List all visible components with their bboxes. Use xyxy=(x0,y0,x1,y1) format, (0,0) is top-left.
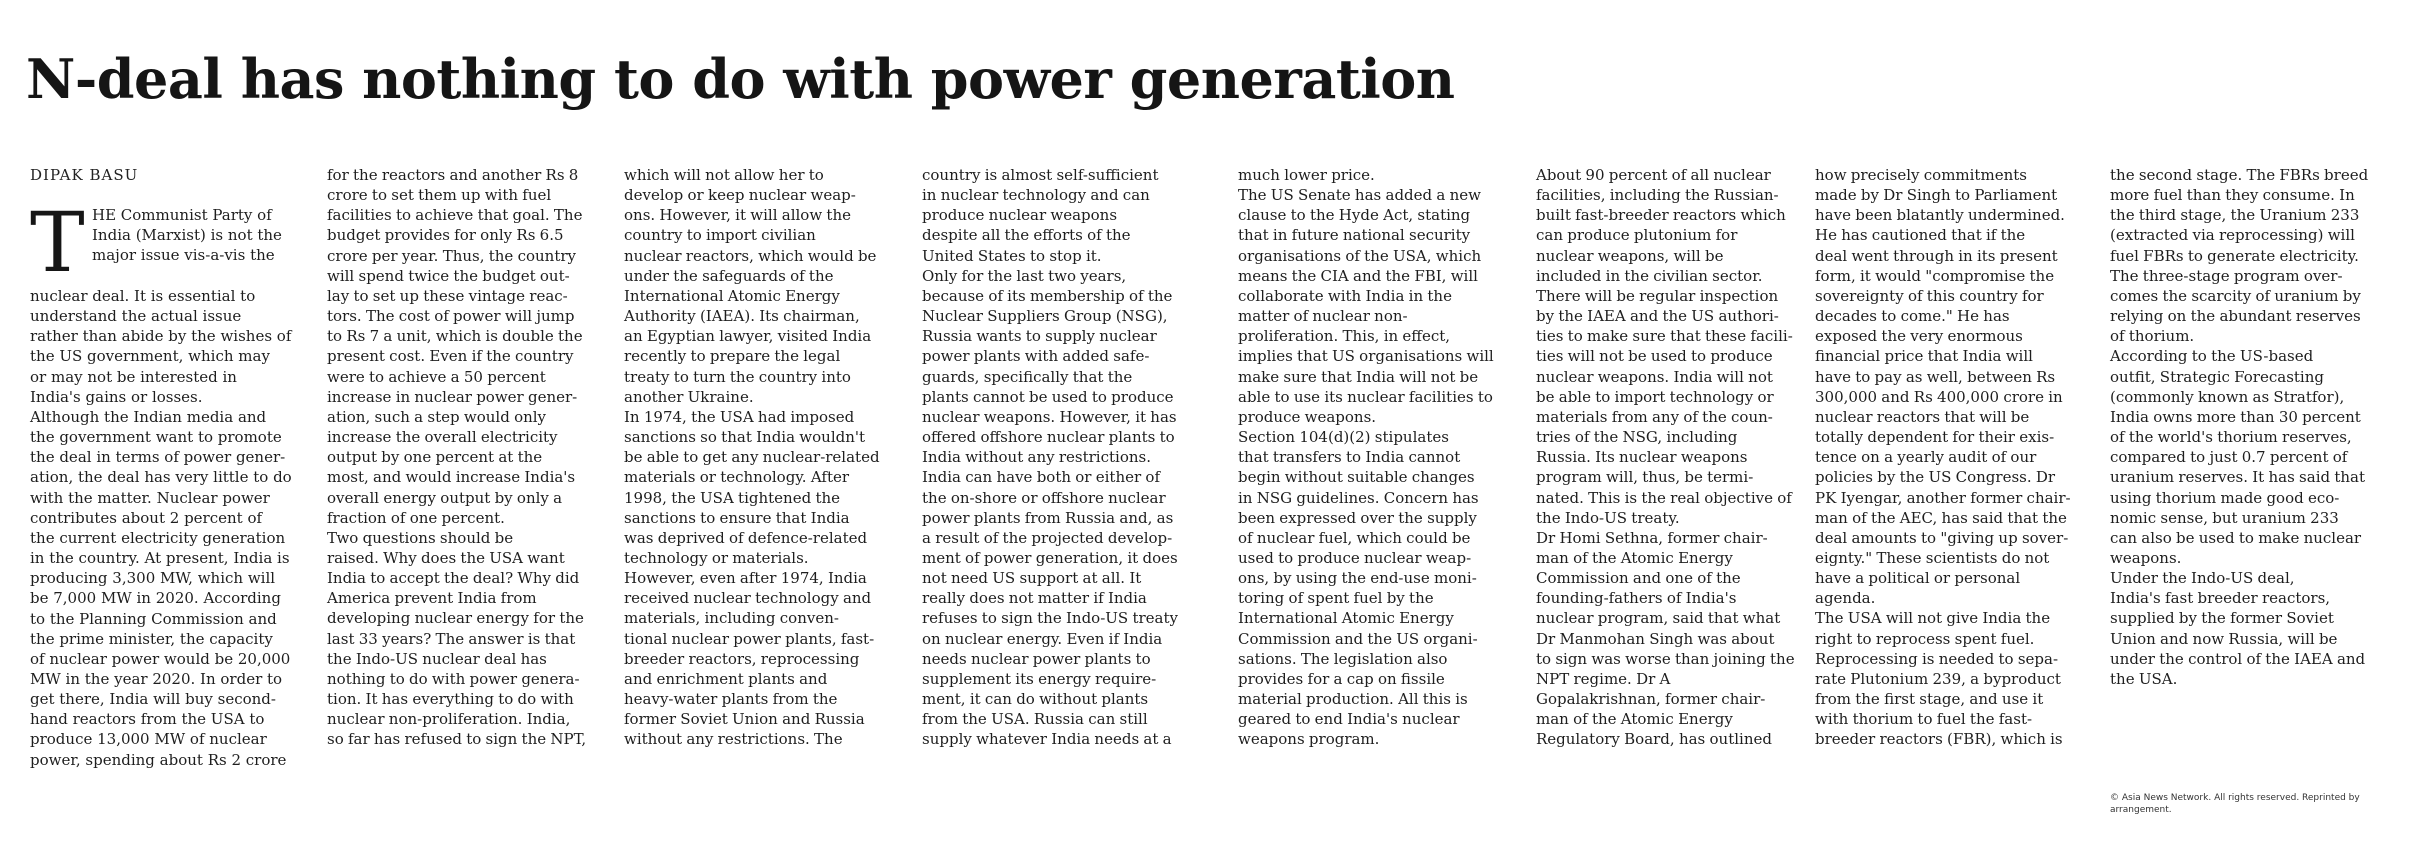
column-3: which will not allow her to develop or keep nuclear weap- ons. However, it will allow the country to import civilian nuclear reactors, which would be under the safeguards of the International Atomic Energy Authority (IAEA). Its chairman, an Egyptian lawyer, visited India recently to prepare the legal treaty to turn the country into another Ukraine. In 1974, the USA had imposed sanctions so that India wouldn't be able to get any nuclear-related materials or technology. After 1998, the USA tightened the sanctions to ensure that India was deprived of defence-related technology or materials. However, even after 1974, India received nuclear technology and materials, including conven- tional nuclear power plants, fast- breeder reactors, reprocessing and enrichment plants and heavy-water plants from the former Soviet Union and Russia without any restrictions. The xyxy=(624,166,880,749)
drop-cap: T xyxy=(30,196,85,291)
column-1: nuclear deal. It is essential to understand the actual issue rather than abide by the wishes of the US government, which may or may not be interested in India's gains or losses. Although the Indian media and the government want to promote the deal in terms of power gener- ation, the deal has very little to do with the matter. Nuclear power contributes about 2 percent of the current electricity generation in the country. At present, India is producing 3,300 MW, which will be 7,000 MW in 2020. According to the Planning Commission and the prime minister, the capacity of nuclear power would be 20,000 MW in the year 2020. In order to get there, India will buy second- hand reactors from the USA to produce 13,000 MW of nuclear power, spending about Rs 2 crore xyxy=(30,287,292,769)
column-4: country is almost self-sufficient in nuclear technology and can produce nuclear weapons despite all the efforts of the United States to stop it. Only for the last two years, because of its membership of the Nuclear Suppliers Group (NSG), Russia wants to supply nuclear power plants with added safe- guards, specifically that the plants cannot be used to produce nuclear weapons. However, it has offered offshore nuclear plants to India without any restrictions. India can have both or either of the on-shore or offshore nuclear power plants from Russia and, as a result of the projected develop- ment of power generation, it does not need US support at all. It really does not matter if India refuses to sign the Indo-US treaty on nuclear energy. Even if India needs nuclear power plants to supplement its energy require- ment, it can do without plants from the USA. Russia can still supply whatever India needs at a xyxy=(922,166,1178,749)
column-6: About 90 percent of all nuclear facilities, including the Russian- built fast-breeder reactors which can produce plutonium for nuclear weapons, will be included in the civilian sector. There will be regular inspection by the IAEA and the US authori- ties to make sure that these facili- ties will not be used to produce nuclear weapons. India will not be able to import technology or materials from any of the coun- tries of the NSG, including Russia. Its nuclear weapons program will, thus, be termi- nated. This is the real objective of the Indo-US treaty. Dr Homi Sethna, former chair- man of the Atomic Energy Commission and one of the founding-fathers of India's nuclear program, said that what Dr Manmohan Singh was about to sign was worse than joining the NPT regime. Dr A Gopalakrishnan, former chair- man of the Atomic Energy Regulatory Board, has outlined xyxy=(1536,166,1795,749)
column-7: how precisely commitments made by Dr Singh to Parliament have been blatantly undermined. He has cautioned that if the deal went through in its present form, it would "compromise the sovereignty of this country for decades to come." He has exposed the very enormous financial price that India will have to pay as well, between Rs 300,000 and Rs 400,000 crore in nuclear reactors that will be totally dependent for their exis- tence on a yearly audit of our policies by the US Congress. Dr PK Iyengar, another former chair- man of the AEC, has said that the deal amounts to "giving up sover- eignty." These scientists do not have a political or personal agenda. The USA will not give India the right to reprocess spent fuel. Reprocessing is needed to sepa- rate Plutonium 239, a byproduct from the first stage, and use it with thorium to fuel the fast- breeder reactors (FBR), which is xyxy=(1815,166,2071,749)
headline: N-deal has nothing to do with power generation xyxy=(26,47,1455,111)
column-5: much lower price. The US Senate has added a new clause to the Hyde Act, stating that in future national security organisations of the USA, which means the CIA and the FBI, will collaborate with India in the matter of nuclear non- proliferation. This, in effect, implies that US organisations will make sure that India will not be able to use its nuclear facilities to produce weapons. Section 104(d)(2) stipulates that transfers to India cannot begin without suitable changes in NSG guidelines. Concern has been expressed over the supply of nuclear fuel, which could be used to produce nuclear weap- ons, by using the end-use moni- toring of spent fuel by the International Atomic Energy Commission and the US organi- sations. The legislation also provides for a cap on fissile material production. All this is geared to end India's nuclear weapons program. xyxy=(1238,166,1494,749)
column-1-lead: HE Communist Party of India (Marxist) is not the major issue vis-a-vis the xyxy=(92,206,282,265)
copyright-credit: © Asia News Network. All rights reserved. Reprinted by arrangement. xyxy=(2110,793,2360,815)
byline: DIPAK BASU xyxy=(30,166,139,184)
column-2: for the reactors and another Rs 8 crore to set them up with fuel facilities to achieve that goal. The budget provides for only Rs 6.5 crore per year. Thus, the country will spend twice the budget out- lay to set up these vintage reac- tors. The cost of power will jump to Rs 7 a unit, which is double the present cost. Even if the country were to achieve a 50 percent increase in nuclear power gener- ation, such a step would only increase the overall electricity output by one percent at the most, and would increase India's overall energy output by only a fraction of one percent. Two questions should be raised. Why does the USA want India to accept the deal? Why did America prevent India from developing nuclear energy for the last 33 years? The answer is that the Indo-US nuclear deal has nothing to do with power genera- tion. It has everything to do with nuclear non-proliferation. India, so far has refused to sign the NPT, xyxy=(327,166,587,749)
column-8: the second stage. The FBRs breed more fuel than they consume. In the third stage, the Uranium 233 (extracted via reprocessing) will fuel FBRs to generate electricity. The three-stage program over- comes the scarcity of uranium by relying on the abundant reserves of thorium. According to the US-based outfit, Strategic Forecasting (commonly known as Stratfor), India owns more than 30 percent of the world's thorium reserves, compared to just 0.7 percent of uranium reserves. It has said that using thorium made good eco- nomic sense, but uranium 233 can also be used to make nuclear weapons. Under the Indo-US deal, India's fast breeder reactors, supplied by the former Soviet Union and now Russia, will be under the control of the IAEA and the USA. xyxy=(2110,166,2369,688)
